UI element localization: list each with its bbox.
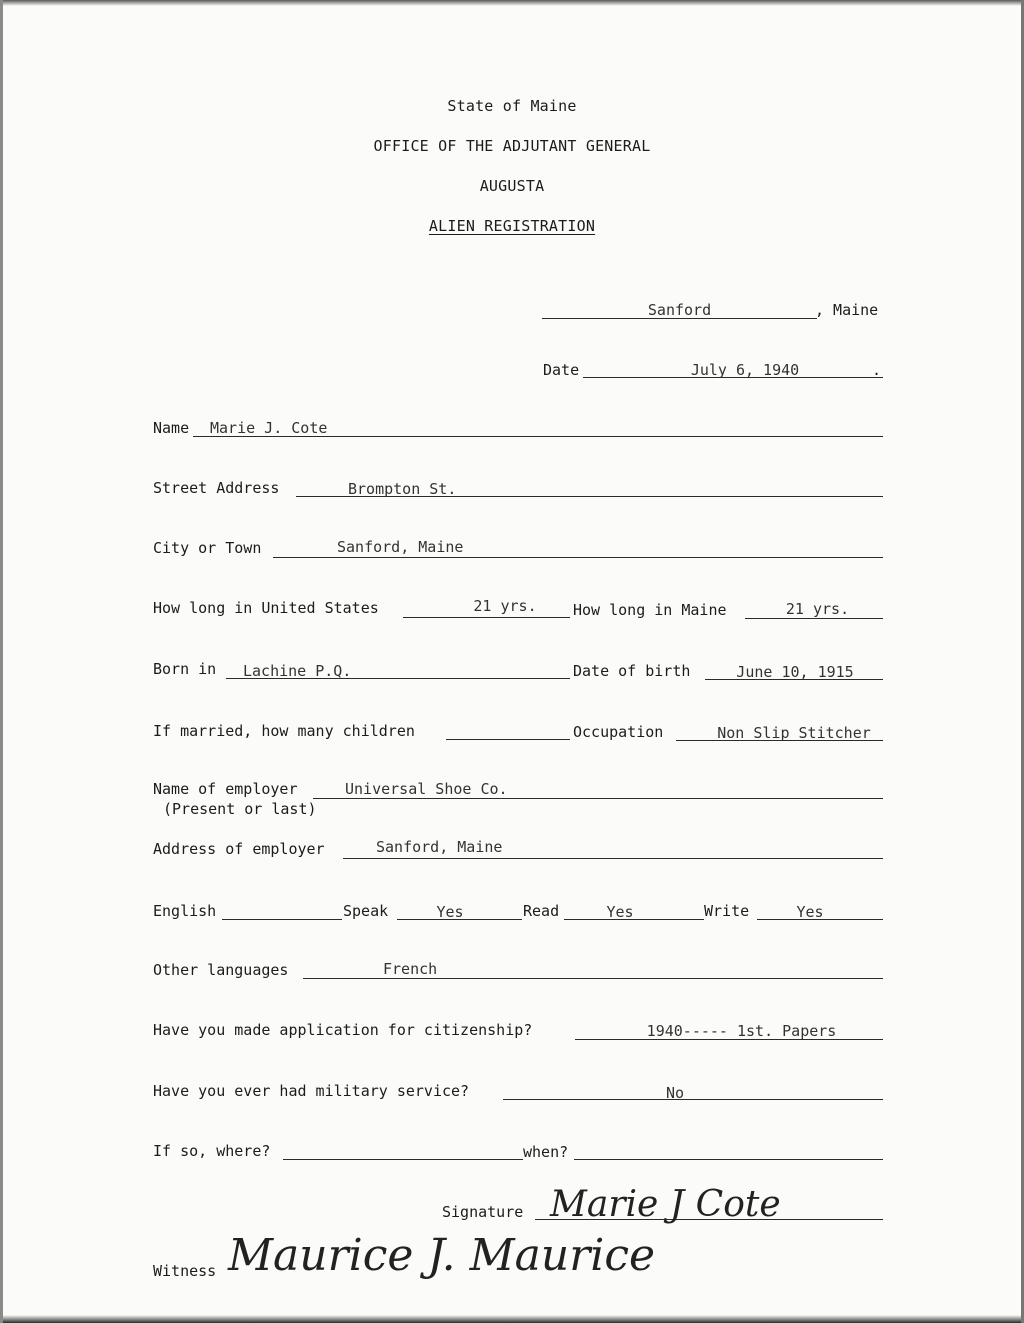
other-languages-label: Other languages xyxy=(153,961,289,979)
born-in-label: Born in xyxy=(153,660,217,678)
occupation-value: Non Slip Stitcher xyxy=(717,724,871,742)
children-line xyxy=(446,739,570,740)
witness-handwriting: Maurice J. Maurice xyxy=(228,1230,656,1281)
english-label: English xyxy=(153,902,217,920)
maine-years-label: How long in Maine xyxy=(573,601,727,619)
us-years-value: 21 yrs. xyxy=(473,597,537,615)
employer-line xyxy=(313,798,883,799)
scan-edge-left xyxy=(0,0,3,1323)
employer-label: Name of employer xyxy=(153,780,298,798)
date-value: July 6, 1940 xyxy=(690,361,800,379)
military-label: Have you ever had military service? xyxy=(153,1082,470,1100)
city-heading: AUGUSTA xyxy=(479,177,545,195)
read-value: Yes xyxy=(606,903,634,921)
maine-years-value: 21 yrs. xyxy=(785,600,850,618)
city-label: City or Town xyxy=(153,539,262,557)
when-line xyxy=(574,1159,883,1160)
us-years-line xyxy=(403,617,570,618)
street-label: Street Address xyxy=(153,479,280,497)
speak-value: Yes xyxy=(436,903,464,921)
city-line xyxy=(273,557,883,558)
employer-address-label: Address of employer xyxy=(153,840,325,858)
where-label: If so, where? xyxy=(153,1142,271,1160)
citizenship-label: Have you made application for citizenship? xyxy=(153,1021,533,1039)
place-town-value: Sanford xyxy=(647,301,712,319)
other-languages-line xyxy=(303,978,883,979)
write-label: Write xyxy=(704,902,750,920)
place-suffix: , Maine xyxy=(815,301,879,319)
street-value: Brompton St. xyxy=(348,480,457,498)
read-label: Read xyxy=(523,902,560,920)
children-label: If married, how many children xyxy=(153,722,415,740)
military-value: No xyxy=(665,1084,685,1102)
employer-address-value: Sanford, Maine xyxy=(376,838,503,856)
form-title-text: ALIEN REGISTRATION xyxy=(428,217,596,235)
city-value: Sanford, Maine xyxy=(337,538,464,556)
birth-date-label: Date of birth xyxy=(573,662,691,680)
born-in-value: Lachine P.Q. xyxy=(243,662,352,680)
other-languages-value: French xyxy=(383,960,438,978)
employer-sublabel: (Present or last) xyxy=(163,800,317,818)
maine-years-line xyxy=(745,618,883,619)
office-heading: OFFICE OF THE ADJUTANT GENERAL xyxy=(373,137,651,155)
name-value: Marie J. Cote xyxy=(210,419,328,437)
form-title xyxy=(0,217,1024,235)
speak-label: Speak xyxy=(343,902,389,920)
signature-handwriting: Marie J Cote xyxy=(550,1184,781,1225)
english-line xyxy=(222,919,342,920)
signature-label: Signature xyxy=(442,1203,524,1221)
where-line xyxy=(283,1159,523,1160)
witness-label: Witness xyxy=(153,1262,217,1280)
state-heading: State of Maine xyxy=(447,97,577,115)
citizenship-value: 1940----- 1st. Papers xyxy=(646,1022,837,1040)
scan-edge-bottom xyxy=(0,1315,1024,1323)
scan-edge-top xyxy=(0,0,1024,6)
name-label: Name xyxy=(153,419,190,437)
employer-value: Universal Shoe Co. xyxy=(345,780,508,798)
birth-date-value: June 10, 1915 xyxy=(736,663,854,681)
write-value: Yes xyxy=(796,903,824,921)
date-end: . xyxy=(872,361,882,379)
occupation-label: Occupation xyxy=(573,723,664,741)
date-label: Date xyxy=(543,361,580,379)
employer-address-line xyxy=(343,858,883,859)
us-years-label: How long in United States xyxy=(153,599,379,617)
when-label: when? xyxy=(523,1143,569,1161)
